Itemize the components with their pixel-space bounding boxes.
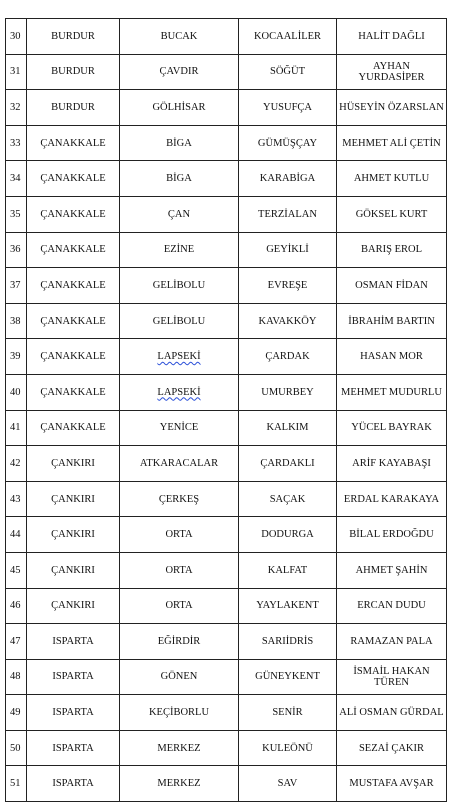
village-text: YAYLAKENT <box>256 600 319 612</box>
province-text: BURDUR <box>51 66 95 78</box>
table-row <box>6 517 447 553</box>
province-text: ISPARTA <box>52 707 94 719</box>
row-number-cell <box>6 481 27 517</box>
province-text: ÇANKIRI <box>51 600 95 612</box>
table-row <box>6 374 447 410</box>
district-text: GELİBOLU <box>152 279 206 291</box>
table-row <box>6 766 447 802</box>
person-name-cell <box>337 303 447 339</box>
table-row <box>6 730 447 766</box>
province-text: ÇANKIRI <box>51 564 95 576</box>
row-number-cell <box>6 125 27 161</box>
village-text: TERZİALAN <box>258 208 317 220</box>
row-number-text: 47 <box>10 635 21 647</box>
province-cell <box>27 410 120 446</box>
province-cell <box>27 161 120 197</box>
district-text: EZİNE <box>163 244 195 256</box>
village-text: YUSUFÇA <box>262 101 312 113</box>
province-text: ÇANAKKALE <box>40 173 106 185</box>
row-number-cell <box>6 446 27 482</box>
district-cell <box>120 19 239 55</box>
district-text: MERKEZ <box>157 778 201 790</box>
province-cell <box>27 303 120 339</box>
district-cell <box>120 196 239 232</box>
person-name-cell <box>337 125 447 161</box>
village-cell <box>239 232 337 268</box>
row-number-cell <box>6 766 27 802</box>
person-name-cell <box>337 410 447 446</box>
person-name-cell <box>337 161 447 197</box>
province-cell <box>27 125 120 161</box>
district-cell <box>120 659 239 695</box>
table-row <box>6 552 447 588</box>
person-name-cell <box>337 588 447 624</box>
person-name-text: HALİT DAĞLI <box>358 30 425 42</box>
village-cell <box>239 196 337 232</box>
district-text: BİGA <box>166 173 192 185</box>
person-name-cell <box>337 339 447 375</box>
village-text: KAVAKKÖY <box>258 315 317 327</box>
district-cell <box>120 695 239 731</box>
person-name-text: AHMET KUTLU <box>353 173 430 185</box>
row-number-cell <box>6 232 27 268</box>
person-name-text: SEZAİ ÇAKIR <box>358 742 425 754</box>
person-name-text: HASAN MOR <box>360 351 423 363</box>
person-name-text: ERDAL KARAKAYA <box>343 493 440 505</box>
province-cell <box>27 659 120 695</box>
row-number-cell <box>6 552 27 588</box>
village-cell <box>239 374 337 410</box>
table-row <box>6 90 447 126</box>
district-text: GÖNEN <box>160 671 198 683</box>
person-name-text: YÜCEL BAYRAK <box>351 422 432 434</box>
row-number-cell <box>6 161 27 197</box>
village-text: GEYİKLİ <box>266 244 309 256</box>
row-number-text: 38 <box>10 315 21 327</box>
province-text: ÇANAKKALE <box>40 315 106 327</box>
district-text: EĞİRDİR <box>157 635 201 647</box>
row-number-text: 36 <box>10 244 21 256</box>
row-number-cell <box>6 303 27 339</box>
table-row <box>6 659 447 695</box>
village-cell <box>239 446 337 482</box>
village-text: SAÇAK <box>269 493 306 505</box>
district-cell <box>120 374 239 410</box>
table-row <box>6 410 447 446</box>
row-number-cell <box>6 268 27 304</box>
province-text: ÇANAKKALE <box>40 244 106 256</box>
village-text: ÇARDAK <box>265 351 310 363</box>
table-row <box>6 268 447 304</box>
row-number-text: 39 <box>10 351 21 363</box>
row-number-text: 44 <box>10 529 21 541</box>
person-name-cell <box>337 517 447 553</box>
village-cell <box>239 517 337 553</box>
village-cell <box>239 410 337 446</box>
person-name-cell <box>337 552 447 588</box>
person-name-text: İSMAİL HAKAN TÜREN <box>353 665 430 688</box>
row-number-text: 41 <box>10 422 21 434</box>
province-cell <box>27 588 120 624</box>
row-number-text: 32 <box>10 101 21 113</box>
village-text: EVREŞE <box>267 279 308 291</box>
district-text: ÇAN <box>167 208 191 220</box>
row-number-text: 42 <box>10 457 21 469</box>
person-name-cell <box>337 19 447 55</box>
person-name-text: BARIŞ EROL <box>361 244 422 256</box>
village-cell <box>239 19 337 55</box>
row-number-text: 46 <box>10 600 21 612</box>
person-name-cell <box>337 232 447 268</box>
village-cell <box>239 624 337 660</box>
province-cell <box>27 552 120 588</box>
district-cell <box>120 410 239 446</box>
village-cell <box>239 54 337 90</box>
village-cell <box>239 552 337 588</box>
person-name-cell <box>337 695 447 731</box>
province-cell <box>27 730 120 766</box>
district-cell <box>120 232 239 268</box>
row-number-text: 49 <box>10 707 21 719</box>
district-text: ÇAVDIR <box>159 66 199 78</box>
table-row <box>6 161 447 197</box>
province-text: ÇANAKKALE <box>40 386 106 398</box>
village-cell <box>239 268 337 304</box>
district-text: ATKARACALAR <box>139 457 219 469</box>
person-name-cell <box>337 659 447 695</box>
province-cell <box>27 268 120 304</box>
district-text: ORTA <box>165 564 193 576</box>
province-cell <box>27 90 120 126</box>
district-cell <box>120 125 239 161</box>
person-name-cell <box>337 766 447 802</box>
district-text: LAPSEKİ <box>157 351 201 363</box>
person-name-text: MEHMET MUDURLU <box>340 386 443 398</box>
district-cell <box>120 339 239 375</box>
table-row <box>6 54 447 90</box>
village-text: KALFAT <box>267 564 308 576</box>
village-text: SARIİDRİS <box>261 635 314 647</box>
district-cell <box>120 268 239 304</box>
person-name-text: HÜSEYİN ÖZARSLAN <box>339 101 444 113</box>
province-text: ÇANKIRI <box>51 457 95 469</box>
province-cell <box>27 517 120 553</box>
row-number-cell <box>6 659 27 695</box>
district-text: BUCAK <box>160 30 198 42</box>
table-row <box>6 339 447 375</box>
village-cell <box>239 588 337 624</box>
province-text: ÇANAKKALE <box>40 137 106 149</box>
province-text: BURDUR <box>51 30 95 42</box>
district-text: BİGA <box>166 137 192 149</box>
district-cell <box>120 161 239 197</box>
province-cell <box>27 624 120 660</box>
person-name-text: MEHMET ALİ ÇETİN <box>342 137 441 149</box>
district-cell <box>120 766 239 802</box>
table-row <box>6 481 447 517</box>
village-cell <box>239 161 337 197</box>
village-cell <box>239 303 337 339</box>
province-text: ISPARTA <box>52 778 94 790</box>
row-number-text: 51 <box>10 778 21 790</box>
row-number-cell <box>6 339 27 375</box>
person-name-text: BİLAL ERDOĞDU <box>349 529 434 541</box>
province-cell <box>27 374 120 410</box>
village-text: KOCAALİLER <box>253 30 322 42</box>
row-number-text: 31 <box>10 66 21 78</box>
district-text: GELİBOLU <box>152 315 206 327</box>
province-text: ISPARTA <box>52 635 94 647</box>
row-number-cell <box>6 624 27 660</box>
village-cell <box>239 766 337 802</box>
province-text: ÇANAKKALE <box>40 279 106 291</box>
province-text: ISPARTA <box>52 671 94 683</box>
district-text: ORTA <box>165 529 193 541</box>
village-cell <box>239 730 337 766</box>
province-text: ÇANKIRI <box>51 493 95 505</box>
person-name-cell <box>337 54 447 90</box>
district-cell <box>120 588 239 624</box>
person-name-text: RAMAZAN PALA <box>350 635 433 647</box>
row-number-cell <box>6 410 27 446</box>
province-cell <box>27 54 120 90</box>
person-name-cell <box>337 624 447 660</box>
person-name-text: OSMAN FİDAN <box>355 279 428 291</box>
row-number-text: 33 <box>10 137 21 149</box>
village-text: SAV <box>277 778 298 790</box>
row-number-text: 50 <box>10 742 21 754</box>
district-text: MERKEZ <box>157 742 201 754</box>
district-text: ORTA <box>165 600 193 612</box>
district-text: KEÇİBORLU <box>148 707 210 719</box>
person-name-cell <box>337 90 447 126</box>
table-body <box>6 19 447 802</box>
district-cell <box>120 303 239 339</box>
village-text: KARABİGA <box>259 173 316 185</box>
muhtar-list-table <box>5 18 447 802</box>
row-number-cell <box>6 374 27 410</box>
table-row <box>6 19 447 55</box>
row-number-cell <box>6 90 27 126</box>
person-name-text: MUSTAFA AVŞAR <box>349 778 434 790</box>
row-number-cell <box>6 730 27 766</box>
province-text: ISPARTA <box>52 742 94 754</box>
province-text: ÇANKIRI <box>51 529 95 541</box>
village-text: SENİR <box>272 707 303 719</box>
person-name-text: ERCAN DUDU <box>357 600 426 612</box>
table-row <box>6 588 447 624</box>
row-number-cell <box>6 19 27 55</box>
province-cell <box>27 196 120 232</box>
table-row <box>6 446 447 482</box>
person-name-text: GÖKSEL KURT <box>355 208 428 220</box>
person-name-cell <box>337 374 447 410</box>
table-row <box>6 695 447 731</box>
row-number-cell <box>6 517 27 553</box>
village-text: GÜNEYKENT <box>255 671 320 683</box>
person-name-text: AYHAN YURDASİPER <box>358 60 425 83</box>
village-cell <box>239 90 337 126</box>
person-name-cell <box>337 446 447 482</box>
table-row <box>6 232 447 268</box>
row-number-text: 43 <box>10 493 21 505</box>
person-name-cell <box>337 481 447 517</box>
province-cell <box>27 695 120 731</box>
village-cell <box>239 659 337 695</box>
row-number-text: 34 <box>10 173 21 185</box>
row-number-text: 37 <box>10 279 21 291</box>
province-cell <box>27 232 120 268</box>
row-number-cell <box>6 588 27 624</box>
village-text: KALKIM <box>266 422 309 434</box>
person-name-cell <box>337 730 447 766</box>
district-cell <box>120 624 239 660</box>
district-cell <box>120 517 239 553</box>
province-text: ÇANAKKALE <box>40 422 106 434</box>
district-text: GÖLHİSAR <box>152 101 206 113</box>
person-name-cell <box>337 268 447 304</box>
province-cell <box>27 481 120 517</box>
province-text: ÇANAKKALE <box>40 208 106 220</box>
district-cell <box>120 481 239 517</box>
person-name-text: ARİF KAYABAŞI <box>352 457 431 469</box>
village-cell <box>239 481 337 517</box>
district-cell <box>120 446 239 482</box>
province-cell <box>27 19 120 55</box>
village-cell <box>239 339 337 375</box>
village-text: ÇARDAKLI <box>260 457 315 469</box>
province-cell <box>27 766 120 802</box>
village-text: UMURBEY <box>261 386 314 398</box>
village-text: GÜMÜŞÇAY <box>257 137 318 149</box>
row-number-text: 30 <box>10 30 21 42</box>
person-name-text: İBRAHİM BARTIN <box>348 315 435 327</box>
row-number-text: 48 <box>10 671 21 683</box>
province-cell <box>27 446 120 482</box>
province-text: ÇANAKKALE <box>40 351 106 363</box>
row-number-cell <box>6 54 27 90</box>
row-number-text: 40 <box>10 386 21 398</box>
row-number-text: 35 <box>10 208 21 220</box>
district-cell <box>120 90 239 126</box>
village-text: DODURGA <box>261 529 314 541</box>
person-name-text: AHMET ŞAHİN <box>355 564 428 576</box>
row-number-cell <box>6 196 27 232</box>
village-cell <box>239 125 337 161</box>
province-text: BURDUR <box>51 101 95 113</box>
district-text: LAPSEKİ <box>157 386 201 398</box>
district-cell <box>120 54 239 90</box>
district-cell <box>120 730 239 766</box>
person-name-text: ALİ OSMAN GÜRDAL <box>339 707 444 719</box>
district-cell <box>120 552 239 588</box>
village-text: SÖĞÜT <box>269 66 305 78</box>
village-cell <box>239 695 337 731</box>
district-text: YENİCE <box>159 422 199 434</box>
village-text: KULEÖNÜ <box>262 742 313 754</box>
table-row <box>6 125 447 161</box>
district-text: ÇERKEŞ <box>158 493 200 505</box>
table-row <box>6 624 447 660</box>
row-number-cell <box>6 695 27 731</box>
row-number-text: 45 <box>10 564 21 576</box>
province-cell <box>27 339 120 375</box>
table-row <box>6 303 447 339</box>
person-name-cell <box>337 196 447 232</box>
table-row <box>6 196 447 232</box>
